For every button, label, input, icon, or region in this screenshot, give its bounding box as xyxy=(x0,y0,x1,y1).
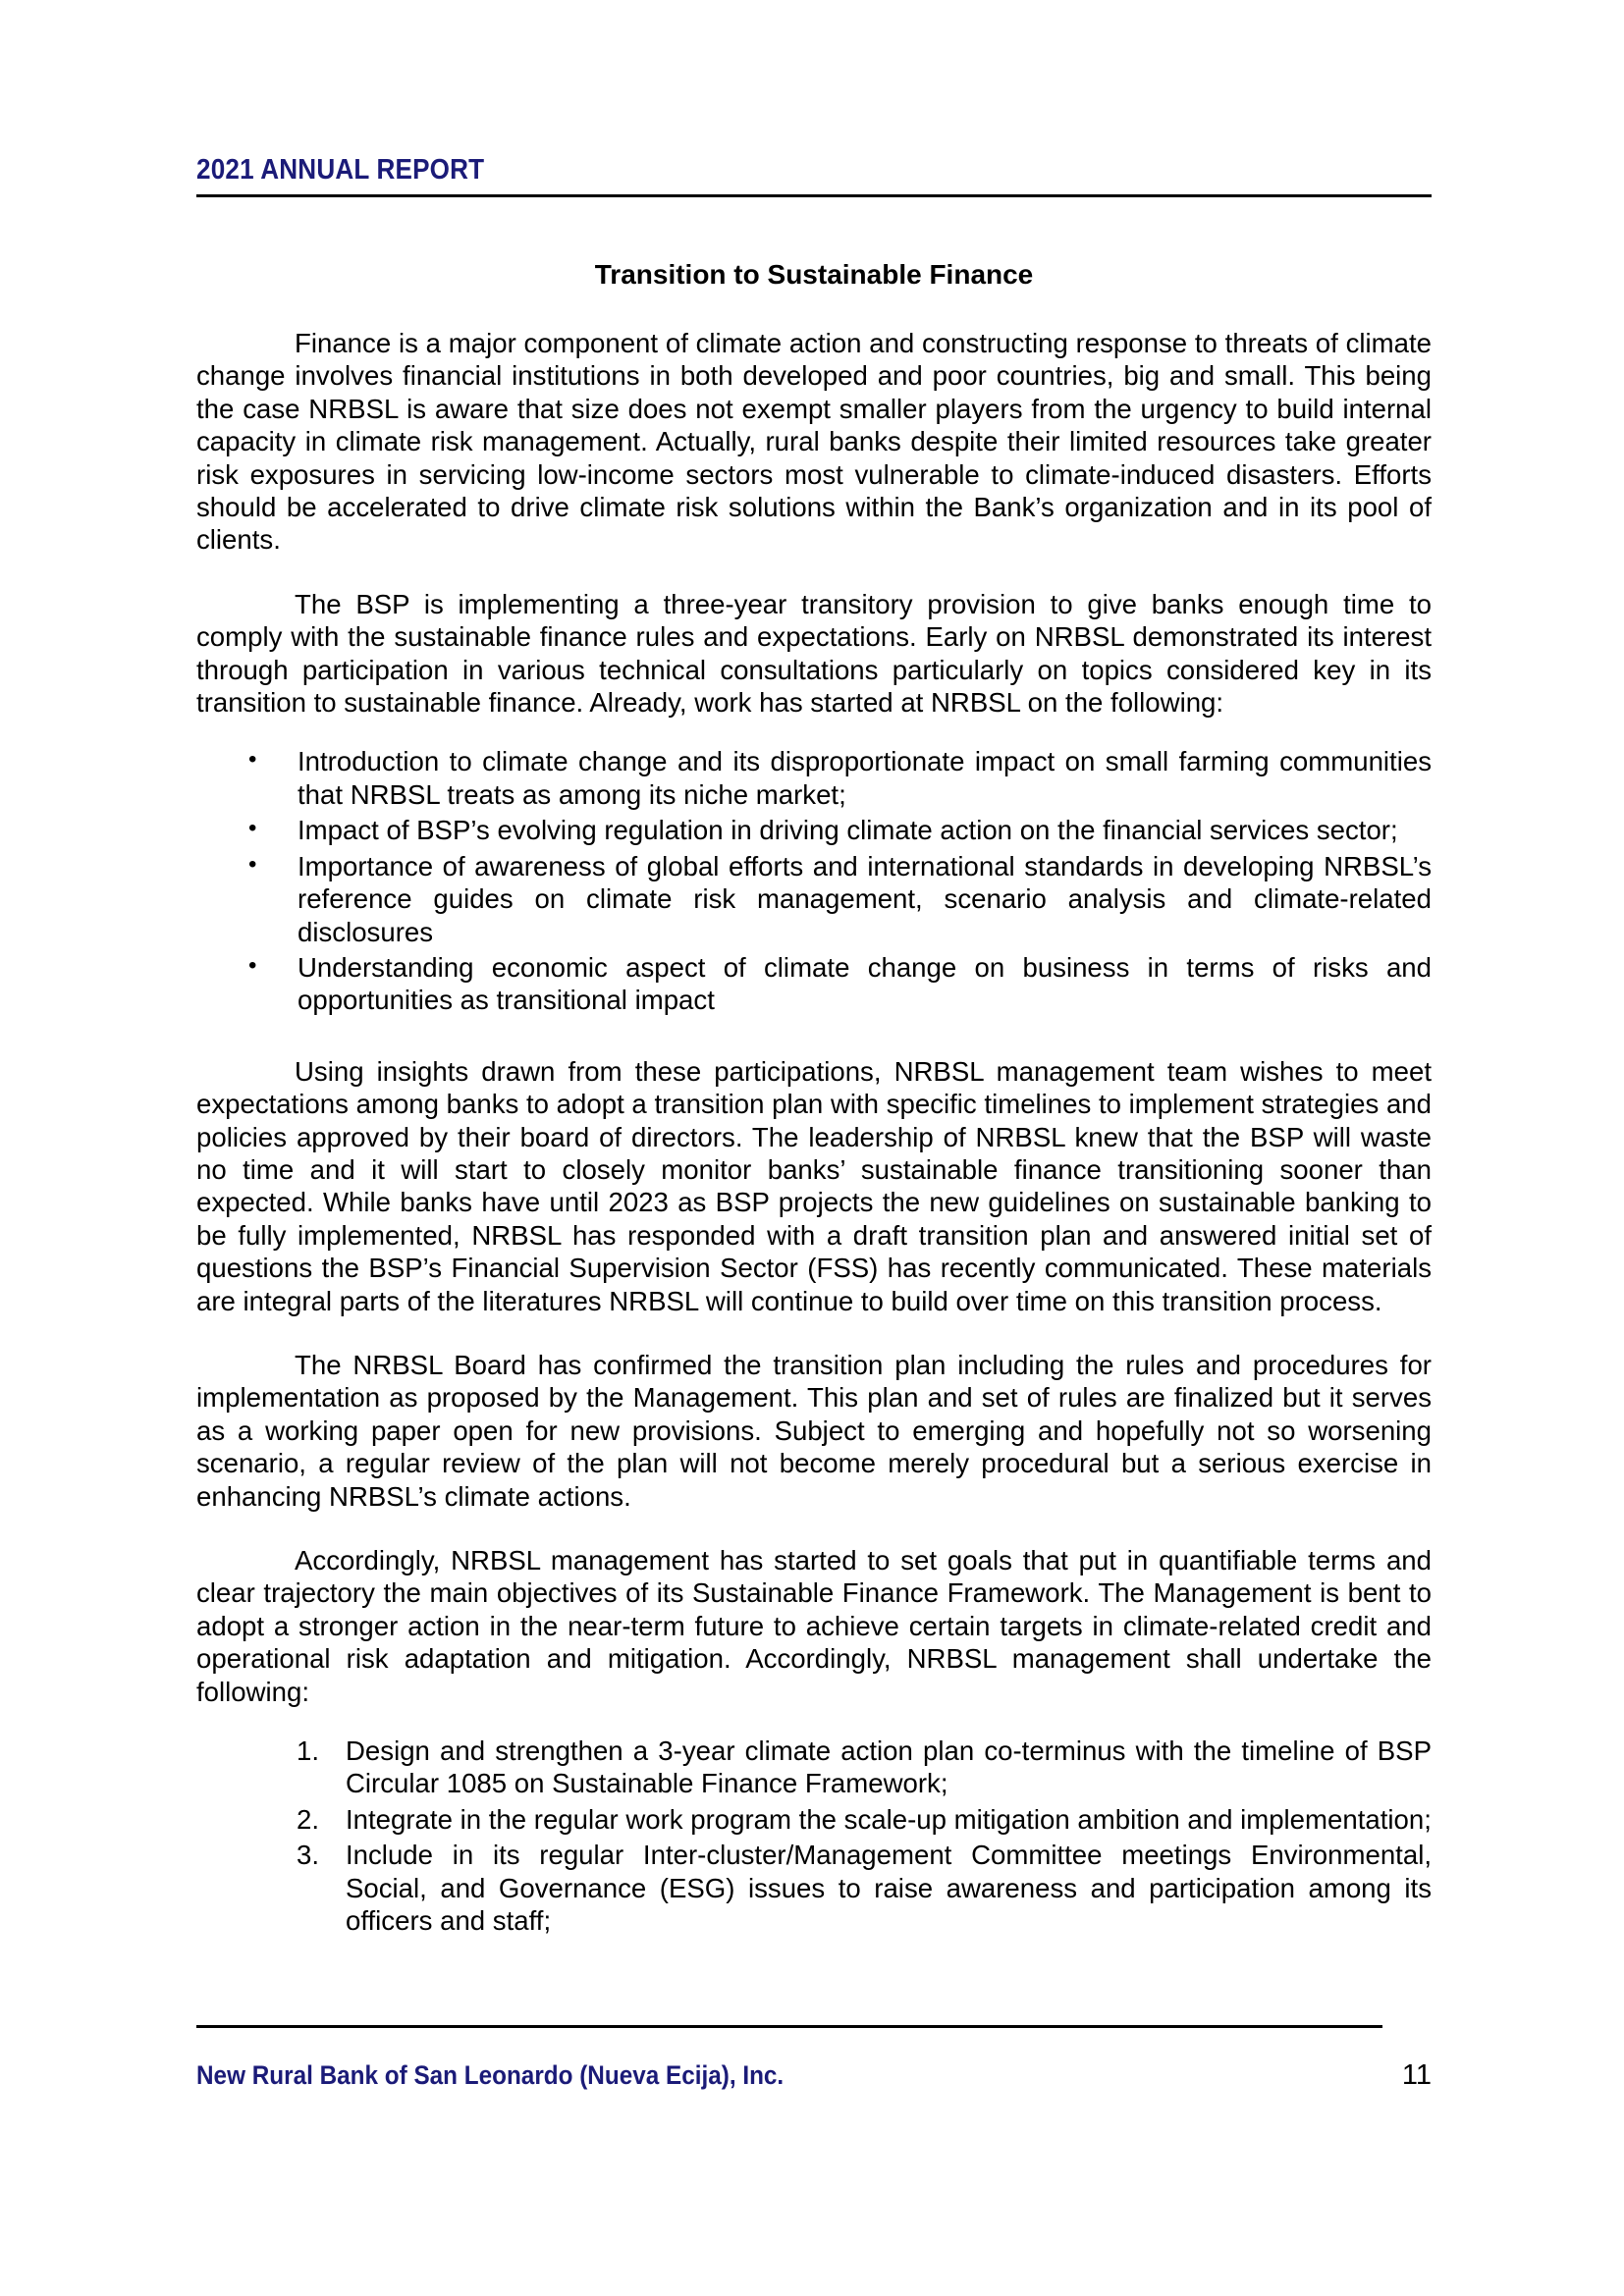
bullet-icon: • xyxy=(248,815,257,842)
bullet-text: Introduction to climate change and its disproportionate impact on small farming communities that NRBSL treats as among its niche market; xyxy=(298,746,1432,810)
numbered-list-item xyxy=(196,1735,1432,1800)
bullet-list-item xyxy=(196,850,1432,948)
bullet-text: Impact of BSP’s evolving regulation in driving climate action on the financial services sector; xyxy=(298,815,1398,846)
header-rule xyxy=(196,194,1432,197)
footer-row xyxy=(196,2059,1432,2091)
numbered-list-item xyxy=(196,1839,1432,1937)
numbered-list xyxy=(196,1735,1432,1937)
numbered-list-item xyxy=(196,1803,1432,1836)
paragraph-insights: Using insights drawn from these participations, NRBSL management team wishes to meet expectations among banks to adopt a transition plan with specific timelines to implement strategies and policies approved by their board of directors. The leadership of NRBSL knew that the BSP will waste no time and it will start to closely monitor banks’ sustainable finance transitioning sooner than expected. While banks have until 2023 as BSP projects the new guidelines on sustainable banking to be fully implemented, NRBSL has responded with a draft transition plan and answered initial set of questions the BSP’s Financial Supervision Sector (FSS) has recently communicated. These materials are integral parts of the literatures NRBSL will continue to build over time on this transition process. xyxy=(196,1055,1432,1316)
report-title xyxy=(196,0,1432,187)
paragraph-finance-intro: Finance is a major component of climate action and constructing response to threats of climate change involves financial institutions in both developed and poor countries, big and small. This being the case NRBSL is aware that size does not exempt smaller players from the urgency to build internal capacity in climate risk management. Actually, rural banks despite their limited resources take greater risk exposures in servicing low-income sectors most vulnerable to climate-induced disasters. Efforts should be accelerated to drive climate risk solutions within the Bank’s organization and in its pool of clients. xyxy=(196,328,1432,556)
list-number: 1. xyxy=(297,1735,320,1767)
paragraph-board-confirmation: The NRBSL Board has confirmed the transition plan including the rules and procedures for implementation as proposed by the Management. This plan and set of rules are finalized but it serves as a working paper open for new provisions. Subject to emerging and hopefully not so worsening scenario, a regular review of the plan will not become merely procedural but a serious exercise in enhancing NRBSL’s climate actions. xyxy=(196,1349,1432,1512)
numbered-item-text: Integrate in the regular work program the scale-up mitigation ambition and implementation; xyxy=(346,1803,1432,1835)
bullet-list-item xyxy=(196,951,1432,1017)
bullet-list-item xyxy=(196,745,1432,811)
bullet-text: Importance of awareness of global efforts and international standards in developing NRBSL’s reference guides on climate risk management, scenario analysis and climate-related disclosures xyxy=(298,850,1432,947)
list-number: 3. xyxy=(297,1840,320,1871)
bullet-text: Understanding economic aspect of climate change on business in terms of risks and opportunities as transitional impact xyxy=(298,951,1432,1016)
report-title-text: 2021 ANNUAL REPORT xyxy=(196,154,485,186)
numbered-item-text: Include in its regular Inter-cluster/Management Committee meetings Environmental, Social, and Governance (ESG) issues to raise awareness and participation among its officers and staff; xyxy=(346,1840,1432,1937)
page-footer xyxy=(196,2025,1432,2091)
bullet-icon: • xyxy=(248,951,257,979)
page-number: 11 xyxy=(1401,2059,1432,2091)
footer-rule xyxy=(196,2025,1382,2028)
footer-company-text: New Rural Bank of San Leonardo (Nueva Ecija), Inc. xyxy=(196,2060,785,2090)
paragraph-goals: Accordingly, NRBSL management has started to set goals that put in quantifiable terms and clear trajectory the main objectives of its Sustainable Finance Framework. The Management is bent to adopt a stronger action in the near-term future to achieve certain targets in climate-related credit and operational risk adaptation and mitigation. Accordingly, NRBSL management shall undertake the following: xyxy=(196,1545,1432,1707)
paragraph-bsp-provision: The BSP is implementing a three-year transitory provision to give banks enough time to comply with the sustainable finance rules and expectations. Early on NRBSL demonstrated its interest through participation in various technical consultations particularly on topics considered key in its transition to sustainable finance. Already, work has started at NRBSL on the following: xyxy=(196,588,1432,719)
bullet-icon: • xyxy=(248,850,257,878)
bullet-icon: • xyxy=(248,746,257,774)
page-title: Transition to Sustainable Finance xyxy=(594,259,1034,290)
list-number: 2. xyxy=(297,1803,320,1835)
footer-company-name xyxy=(196,2059,849,2091)
page-content xyxy=(196,0,1432,1937)
bullet-list-item xyxy=(196,814,1432,846)
bullet-list xyxy=(196,745,1432,1016)
numbered-item-text: Design and strengthen a 3-year climate action plan co-terminus with the timeline of BSP Circular 1085 on Sustainable Finance Framework; xyxy=(346,1735,1432,1799)
